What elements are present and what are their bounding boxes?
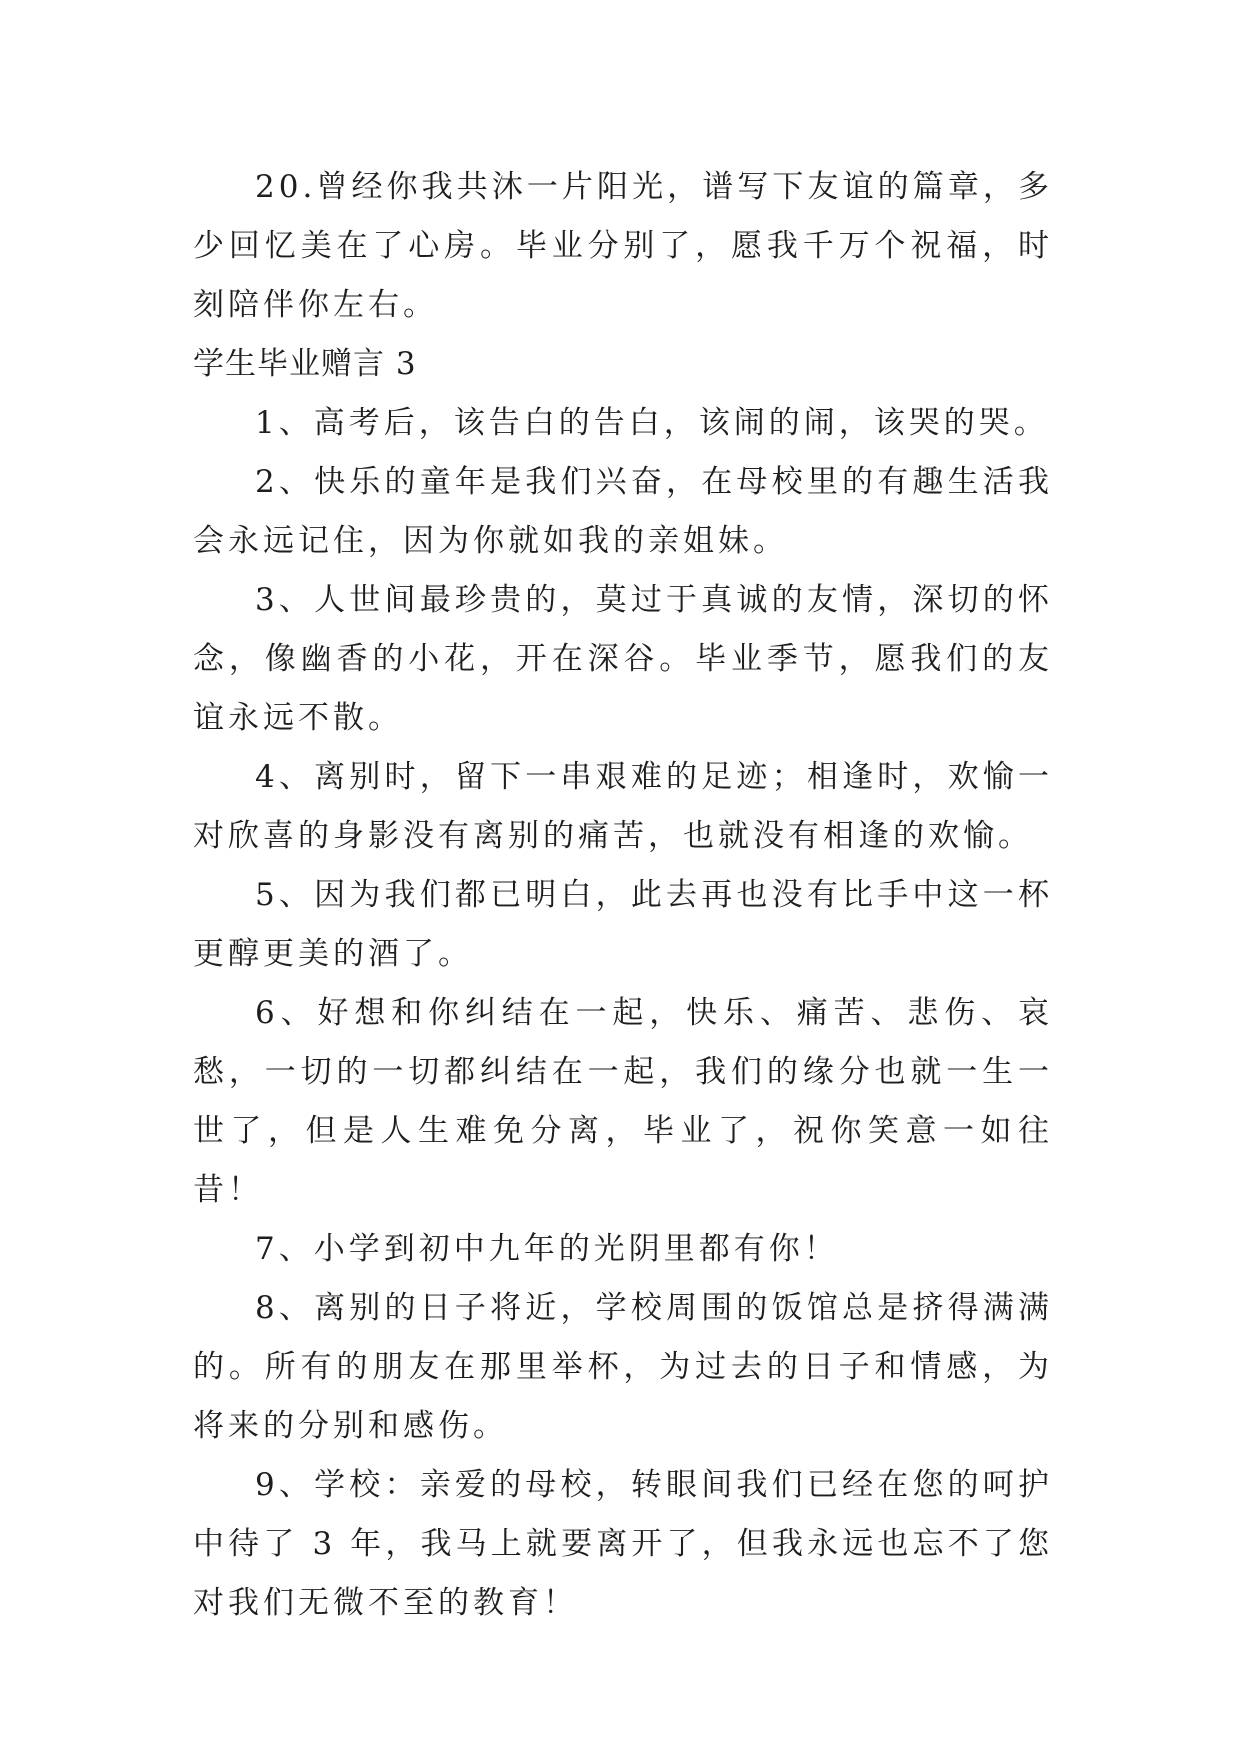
document-body (193, 158, 1053, 1633)
paragraph-8: 8、离别的日子将近，学校周围的饭馆总是挤得满满的。所有的朋友在那里举杯，为过去的日子和情感，为将来的分别和感伤。 (193, 1290, 1053, 1444)
paragraph-6: 6、好想和你纠结在一起，快乐、痛苦、悲伤、哀愁，一切的一切都纠结在一起，我们的缘分也就一生一世了，但是人生难免分离，毕业了，祝你笑意一如往昔！ (193, 995, 1053, 1208)
paragraph-3: 3、人世间最珍贵的，莫过于真诚的友情，深切的怀念，像幽香的小花，开在深谷。毕业季节，愿我们的友谊永远不散。 (193, 582, 1053, 736)
section-heading: 学生毕业赠言 3 (193, 346, 417, 382)
intro-paragraph: 20.曾经你我共沐一片阳光，谱写下友谊的篇章，多少回忆美在了心房。毕业分别了，愿我千万个祝福，时刻陪伴你左右。 (193, 169, 1053, 323)
paragraph-5: 5、因为我们都已明白，此去再也没有比手中这一杯更醇更美的酒了。 (193, 877, 1053, 972)
paragraph-7: 7、小学到初中九年的光阴里都有你！ (255, 1231, 839, 1267)
paragraph-2: 2、快乐的童年是我们兴奋，在母校里的有趣生活我会永远记住，因为你就如我的亲姐妹。 (193, 464, 1053, 559)
paragraph-4: 4、离别时，留下一串艰难的足迹；相逢时，欢愉一对欣喜的身影没有离别的痛苦，也就没有相逢的欢愉。 (193, 759, 1053, 854)
paragraph-9: 9、学校：亲爱的母校，转眼间我们已经在您的呵护中待了 3 年，我马上就要离开了，但我永远也忘不了您对我们无微不至的教育！ (193, 1467, 1053, 1621)
paragraph-1: 1、高考后，该告白的告白，该闹的闹，该哭的哭。 (255, 405, 1049, 441)
